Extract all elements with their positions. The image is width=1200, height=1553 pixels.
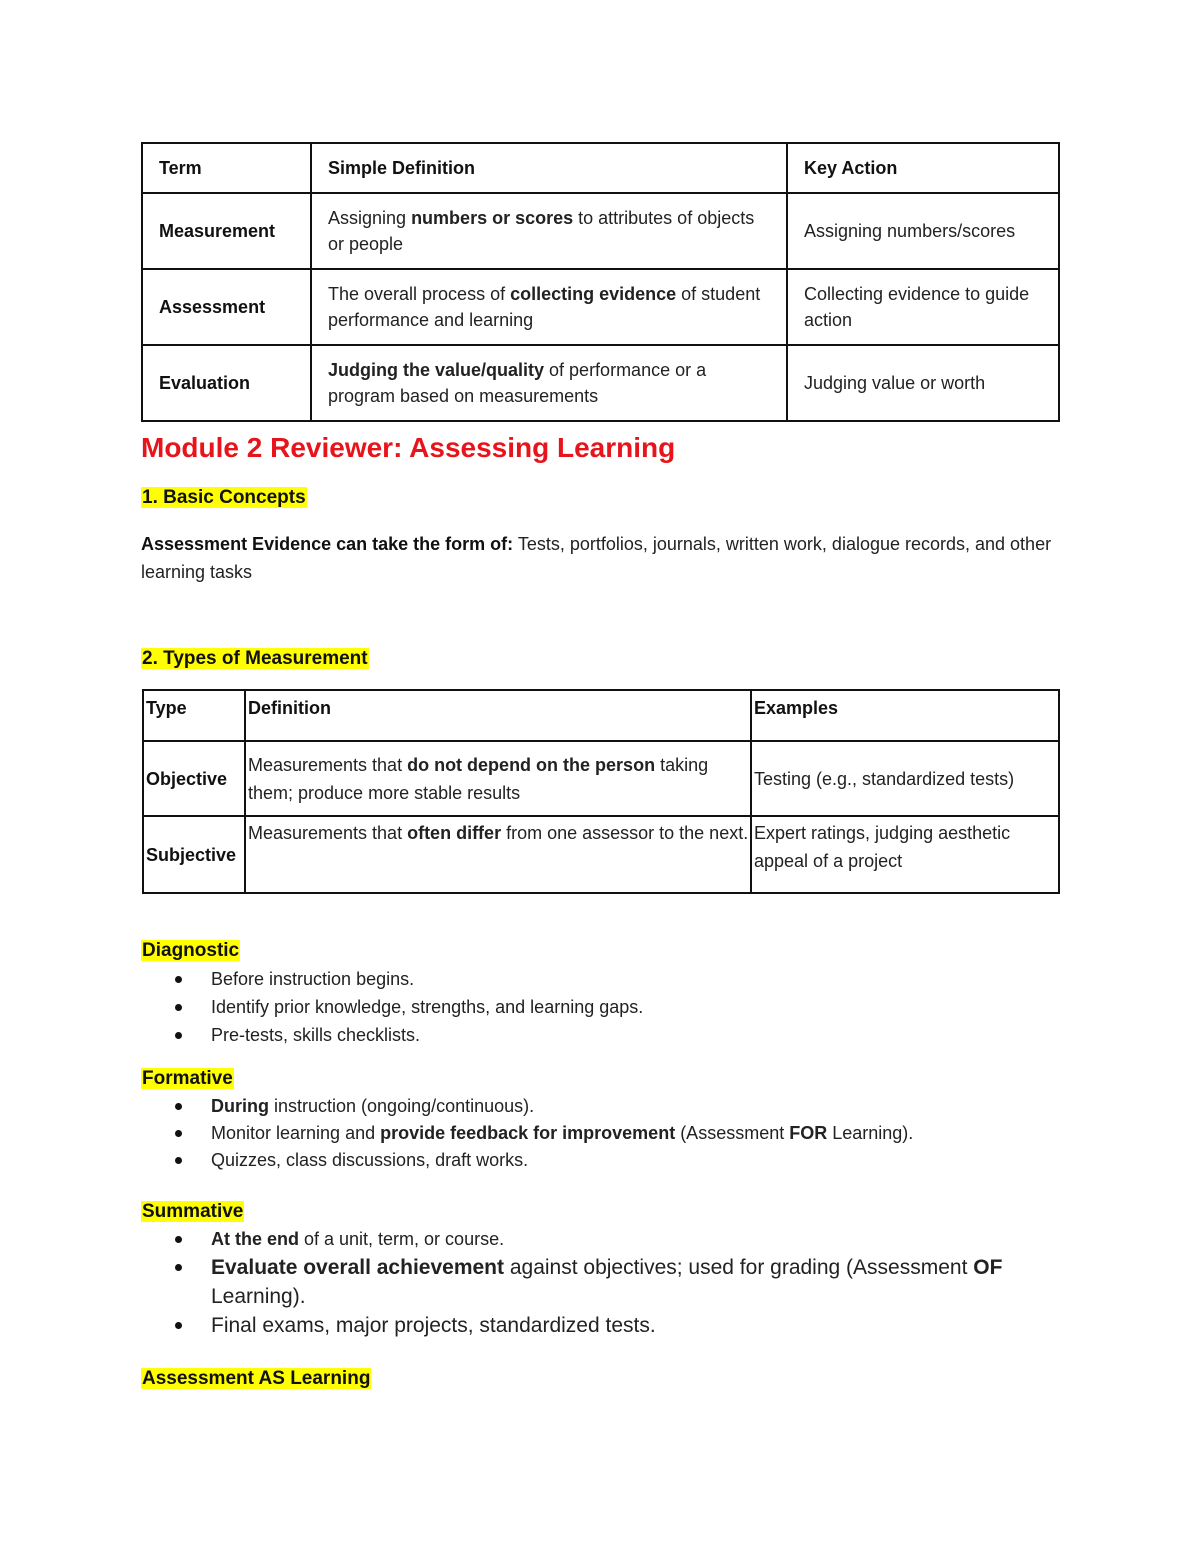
list-item-emphasis: provide feedback for improvement: [380, 1123, 676, 1143]
list-item-text: Learning).: [827, 1123, 914, 1143]
measurement-types-table: [142, 689, 1060, 894]
action-cell: Assigning numbers/scores: [787, 193, 1059, 269]
assessment-evidence-paragraph: [141, 530, 1061, 586]
table-row: [143, 741, 1059, 816]
list-item: [141, 1093, 1061, 1120]
bullet-icon: [175, 1032, 182, 1039]
definition-text: to attributes of objects or people: [328, 208, 755, 254]
term-cell: Assessment: [142, 269, 311, 345]
list-item-text: against objectives; used for grading (Assessment: [504, 1256, 974, 1279]
list-item-text: Monitor learning and: [211, 1123, 381, 1143]
action-cell: Judging value or worth: [787, 345, 1059, 421]
heading-assessment-as-learning: [141, 1366, 371, 1392]
list-item: [141, 1253, 1021, 1311]
term-cell: Measurement: [142, 193, 311, 269]
highlighted-heading: Formative: [142, 1068, 233, 1089]
table-row: [143, 816, 1059, 893]
list-item: [141, 966, 1061, 993]
definition-text: taking them; produce more stable results: [248, 754, 709, 803]
header-term: Term: [142, 143, 311, 193]
highlighted-heading: Diagnostic: [142, 940, 240, 961]
summative-list-continued: [141, 1253, 1021, 1340]
highlighted-heading: 1. Basic Concepts: [142, 487, 306, 508]
list-item: [141, 994, 1061, 1021]
example-cell: Testing (e.g., standardized tests): [751, 741, 1059, 816]
bullet-icon: [175, 1103, 182, 1110]
bullet-icon: [175, 976, 182, 983]
type-cell: Subjective: [143, 816, 245, 893]
list-item-text: Quizzes, class discussions, draft works.: [211, 1150, 529, 1170]
bullet-icon: [175, 1322, 182, 1329]
definition-cell: [311, 269, 787, 345]
definition-text: Assigning: [328, 208, 412, 228]
definition-emphasis: numbers or scores: [411, 208, 574, 228]
list-item-text: Identify prior knowledge, strengths, and learning gaps.: [211, 997, 644, 1017]
list-item: [141, 1147, 1061, 1174]
definition-cell: [245, 816, 751, 893]
table-row: [142, 193, 1059, 269]
list-item-emphasis: Evaluate overall achievement: [211, 1256, 504, 1279]
list-item-text: Before instruction begins.: [211, 969, 415, 989]
definition-emphasis: often differ: [407, 823, 502, 843]
list-item-emphasis: At the end: [211, 1229, 299, 1249]
list-item-text: of a unit, term, or course.: [299, 1229, 505, 1249]
formative-list: [141, 1093, 1061, 1174]
highlighted-heading: 2. Types of Measurement: [142, 648, 368, 669]
section-heading-basic-concepts: [141, 485, 307, 511]
header-type: Type: [143, 690, 245, 741]
list-item: [141, 1120, 1061, 1147]
definition-cell: [311, 345, 787, 421]
section-heading-types-of-measurement: [141, 646, 369, 672]
table-row: [142, 269, 1059, 345]
definition-text: from one assessor to the next.: [501, 823, 749, 843]
definition-text: of performance or a program based on measurements: [328, 360, 707, 406]
definition-cell: [245, 741, 751, 816]
bullet-icon: [175, 1004, 182, 1011]
highlighted-heading: Assessment AS Learning: [142, 1368, 371, 1389]
list-item: [141, 1022, 1061, 1049]
diagnostic-list: [141, 966, 1061, 1049]
list-item-text: Final exams, major projects, standardized tests.: [211, 1314, 656, 1337]
terms-table: [141, 142, 1060, 422]
page-title: Module 2 Reviewer: Assessing Learning: [141, 432, 676, 463]
paragraph-lead: Assessment Evidence can take the form of:: [141, 534, 514, 554]
heading-summative: [141, 1199, 244, 1225]
definition-cell: [311, 193, 787, 269]
table-row: [142, 345, 1059, 421]
definition-text: of student performance and learning: [328, 284, 761, 330]
table-header-row: [143, 690, 1059, 741]
paragraph-text: Tests, portfolios, journals, written work, dialogue records, and other learning tasks: [141, 534, 1052, 582]
bullet-icon: [175, 1264, 182, 1271]
heading-diagnostic: [141, 938, 240, 964]
header-examples: Examples: [751, 690, 1059, 741]
list-item-text: instruction (ongoing/continuous).: [269, 1096, 535, 1116]
bullet-icon: [175, 1130, 182, 1137]
action-cell: Collecting evidence to guide action: [787, 269, 1059, 345]
type-cell: Objective: [143, 741, 245, 816]
list-item-text: Learning).: [211, 1285, 306, 1308]
header-key-action: Key Action: [787, 143, 1059, 193]
header-definition: Definition: [245, 690, 751, 741]
definition-emphasis: collecting evidence: [510, 284, 677, 304]
definition-emphasis: Judging the value/quality: [328, 360, 545, 380]
bullet-icon: [175, 1157, 182, 1164]
list-item: [141, 1226, 1061, 1253]
header-simple-definition: Simple Definition: [311, 143, 787, 193]
definition-text: Measurements that: [248, 823, 408, 843]
summative-list: [141, 1226, 1061, 1253]
list-item-text: Pre-tests, skills checklists.: [211, 1025, 421, 1045]
term-cell: Evaluation: [142, 345, 311, 421]
list-item-emphasis: OF: [973, 1256, 1003, 1279]
definition-text: Measurements that: [248, 754, 408, 775]
bullet-icon: [175, 1236, 182, 1243]
heading-formative: [141, 1066, 234, 1092]
list-item-emphasis: During: [211, 1096, 269, 1116]
definition-emphasis: do not depend on the person: [407, 754, 656, 775]
table-header-row: [142, 143, 1059, 193]
list-item: [141, 1311, 1021, 1340]
example-cell: Expert ratings, judging aesthetic appeal of a project: [751, 816, 1059, 893]
highlighted-heading: Summative: [142, 1201, 244, 1222]
list-item-text: (Assessment: [675, 1123, 790, 1143]
list-item-emphasis: FOR: [789, 1123, 828, 1143]
definition-text: The overall process of: [328, 284, 511, 304]
